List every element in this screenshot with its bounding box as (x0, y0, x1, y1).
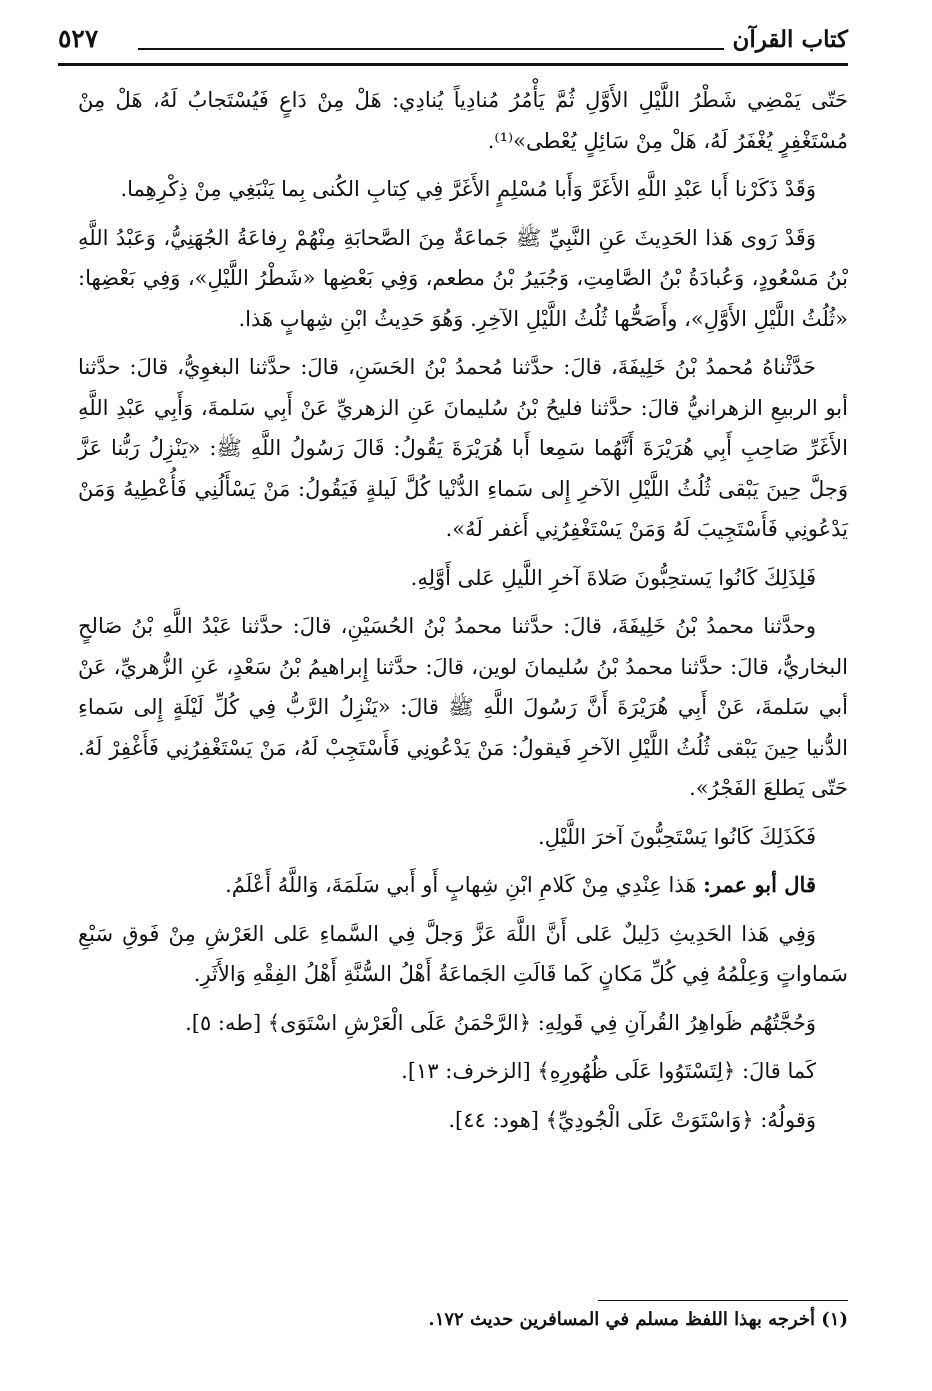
page-header (58, 18, 848, 62)
paragraph-8-text: هَذا عِنْدِي مِنْ كَلامِ ابْنِ شِهابٍ أَو أَبي سَلَمَةَ، وَاللَّهُ أَعْلَمُ. (225, 873, 697, 897)
paragraph-10: وَحُجَّتُهُم ظَواهِرُ القُرآنِ فِي قَولِهِ: ﴿الرَّحْمَنُ عَلَى الْعَرْشِ اسْتَوَى﴾ [طه: ٥]. (185, 1010, 816, 1035)
footnote-separator (598, 1300, 848, 1301)
paragraph-7: فَكَذَلِكَ كَانُوا يَسْتَحِبُّونَ آخرَ اللَّيْلِ. (538, 824, 816, 849)
paragraph-lead: قال أبو عمر: (703, 872, 816, 897)
paragraph-2: وَقَدْ ذَكَرْنا أَبا عَبْدِ اللَّهِ الأَغَرَّ وَأَبا مُسْلِمٍ الأَغَرَّ فِي كِتابِ الكُنى بِما يَنْبَغِي مِنْ ذِكْرِهِما. (120, 177, 816, 201)
page-body (78, 80, 848, 1148)
header-underline (58, 63, 848, 66)
header-rule (138, 48, 724, 50)
paragraph-5: فَلِذَلِكَ كَانُوا يَستحِبُّونَ صَلاةَ آخرِ اللَّيلِ عَلى أَوَّلِهِ. (410, 565, 816, 590)
paragraph-11: كَما قالَ: ﴿لِتَسْتَوُوا عَلَى ظُهُورِهِ﴾ [الزخرف: ١٣]. (401, 1059, 816, 1083)
footnote: (١) أخرجه بهذا اللفظ مسلم في المسافرين حديث ١٧٢. (428, 1309, 848, 1330)
page-number: ٥٢٧ (58, 24, 99, 53)
book-title: كتاب القرآن (732, 26, 848, 53)
paragraph-4: حَدَّثْناهُ مُحمدُ بْنُ خَلِيفَةَ، قالَ: حدَّثنا مُحمدُ بْنُ الحَسَنِ، قالَ: حدَّثنا البغوِيُّ، قالَ: حدَّثنا أبو الربيعِ الزهرانيُّ قالَ: حدَّثنا فليحُ بْنُ سُليمانَ عَنِ الزهريِّ عَنْ أَبِي سَلمةَ، وَأَبِي عَبْدِ اللَّهِ الأَغَرِّ صَاحِبِ أَبِي هُرَيْرَةَ أَنَّهُما سَمِعا أَبا هُرَيْرَةَ يَقُولُ: قَالَ رَسُولُ اللَّهِ ﷺ: «يَنْزِلُ رَبُّنا عَزَّ وَجلَّ حِينَ يَبْقى ثُلُثُ اللَّيْلِ الآخرِ إِلى سَماءِ الدُّنْيا كُلَّ لَيلةٍ فَيَقُولُ: مَنْ يَسْأَلُنِي فَأُعْطِيهُ وَمَنْ يَدْعُونِي فَأَسْتَجِيبَ لَهُ وَمَنْ يَسْتَغْفِرُنِي أَغفر لَهُ». (78, 355, 848, 541)
paragraph-1: حَتّى يَمْضِي شَطْرُ اللَّيْلِ الأَوَّلِ ثُمَّ يَأْمُرُ مُنادِياً يُنادِي: هَلْ مِنْ دَاعٍ فَيُسْتَجابُ لَهُ، هَلْ مِنْ مُسْتَغْفِرٍ يُغْفَرُ لَهُ، هَلْ مِنْ سَائِلٍ يُعْطى»⁽¹⁾. (78, 88, 848, 153)
paragraph-9: وَفِي هَذا الحَدِيثِ دَلِيلٌ عَلى أَنَّ اللَّهَ عَزَّ وَجلَّ فِي السَّماءِ عَلى العَرْشِ مِنْ فَوقِ سَبْعِ سَماواتٍ وَعِلْمُهُ فِي كُلِّ مَكانٍ كَما قَالَتِ الجَماعَةُ أَهْلُ السُّنَّةِ أَهْلُ الفِقْهِ وَالأَثَرِ. (78, 921, 848, 986)
paragraph-12: وَقولُهُ: ﴿وَاسْتَوَتْ عَلَى الْجُودِيِّ﴾ [هود: ٤٤]. (448, 1107, 816, 1132)
paragraph-3: وَقَدْ رَوى هَذا الحَدِيثَ عَنِ النَّبِيِّ ﷺ جَماعَةٌ مِنَ الصَّحابَةِ مِنْهُمْ رِفاعَةُ الجُهَنِيُّ، وَعَبْدُ اللَّهِ بْنُ مَسْعُودٍ، وَعُبادَةُ بْنُ الصَّامِتِ، وَجُبَيرُ بْنُ مطعم، وَفِي بَعْضِها «شَطْرُ اللَّيْلِ»، وَفِي بَعْضِها: «ثُلُثُ اللَّيْلِ الأَوَّلِ»، وأَصَحُّها ثُلُثُ اللَّيْلِ الآخِرِ. وَهُوَ حَدِيثُ ابْنِ شِهابٍ هَذا. (78, 225, 848, 331)
paragraph-8 (78, 865, 848, 906)
paragraph-6: وحدَّثنا محمدُ بْنُ خَلِيفَةَ، قالَ: حدَّثنا محمدُ بْنُ الحُسَيْنِ، قالَ: حدَّثنا عَبْدُ اللَّهِ بْنُ صَالحٍ البخاريُّ، قالَ: حدَّثنا محمدُ بْنُ سُليمانَ لوين، قالَ: حدَّثنا إِبراهيمُ بْنُ سَعْدٍ، عَنِ الزُّهريِّ، عَنْ أبي سَلمةَ، عَنْ أَبِي هُرَيْرَةَ أَنَّ رَسُولَ اللَّهِ ﷺ قالَ: «يَنْزِلُ الرَّبُّ فِي كُلِّ لَيْلَةٍ إِلى سَماءِ الدُّنيا حِينَ يَبْقى ثُلُثُ اللَّيْلِ الآخرِ فَيقولُ: مَنْ يَدْعُونِي فَأَسْتَجِبْ لَهُ، مَنْ يَسْتَغْفِرُنِي فَأَغْفِرْ لَهُ. حَتّى يَطلعَ الفَجْرُ». (78, 614, 848, 800)
